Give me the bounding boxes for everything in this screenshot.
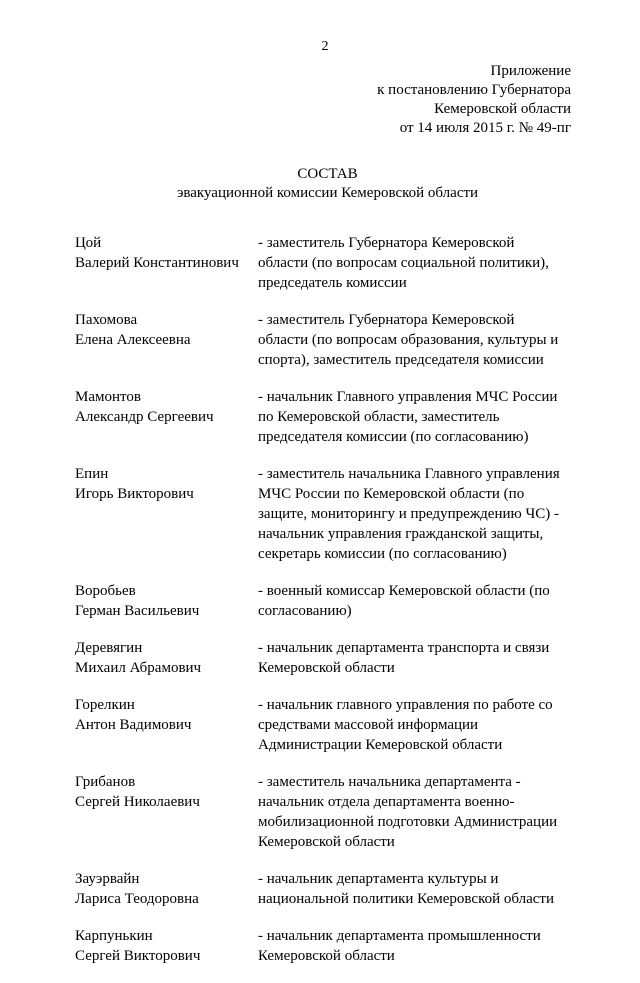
member-row <box>75 310 575 370</box>
appendix-block <box>271 62 571 138</box>
appendix-line: Приложение <box>490 63 571 79</box>
member-name <box>75 310 258 370</box>
member-row <box>75 772 575 852</box>
member-given-names: Герман Васильевич <box>75 603 200 619</box>
title-subheading: эвакуационной комиссии Кемеровской области <box>176 185 479 201</box>
member-name <box>75 581 258 621</box>
member-name <box>75 233 258 293</box>
member-surname: Пахомова <box>75 312 138 328</box>
title-heading: СОСТАВ <box>297 166 358 182</box>
member-row <box>75 581 575 621</box>
member-given-names: Валерий Константинович <box>75 255 239 271</box>
member-role: - заместитель Губернатора Кемеровской области (по вопросам образования, культуры и спорта), заместитель председателя комиссии <box>258 312 559 368</box>
member-surname: Цой <box>75 235 102 251</box>
member-name <box>75 869 258 909</box>
member-given-names: Александр Сергеевич <box>75 409 214 425</box>
member-row <box>75 638 575 678</box>
document-title <box>0 165 640 203</box>
member-given-names: Михаил Абрамович <box>75 660 202 676</box>
member-role: - заместитель Губернатора Кемеровской области (по вопросам социальной политики), председатель комиссии <box>258 235 549 291</box>
member-role: - начальник Главного управления МЧС России по Кемеровской области, заместитель председателя комиссии (по согласованию) <box>258 389 558 445</box>
member-given-names: Лариса Теодоровна <box>75 891 199 907</box>
member-name <box>75 464 258 564</box>
member-row <box>75 233 575 293</box>
member-given-names: Елена Алексеевна <box>75 332 191 348</box>
member-row <box>75 695 575 755</box>
member-role: - начальник главного управления по работе со средствами массовой информации Администрации Кемеровской области <box>258 697 553 753</box>
member-row <box>75 387 575 447</box>
member-surname: Деревягин <box>75 640 143 656</box>
member-name <box>75 695 258 755</box>
member-role: - военный комиссар Кемеровской области (по согласованию) <box>258 583 550 619</box>
appendix-line: Кемеровской области <box>434 101 571 117</box>
member-surname: Воробьев <box>75 583 136 599</box>
page-number: 2 <box>321 39 329 54</box>
member-row <box>75 926 575 966</box>
member-given-names: Антон Вадимович <box>75 717 192 733</box>
appendix-line: от 14 июля 2015 г. № 49-пг <box>399 120 571 136</box>
member-row <box>75 464 575 564</box>
member-surname: Горелкин <box>75 697 135 713</box>
member-surname: Мамонтов <box>75 389 141 405</box>
member-name <box>75 638 258 678</box>
member-surname: Карпунькин <box>75 928 153 944</box>
member-name <box>75 926 258 966</box>
commission-members-list <box>75 233 575 983</box>
member-name <box>75 772 258 852</box>
member-role: - начальник департамента промышленности Кемеровской области <box>258 928 541 964</box>
member-role: - заместитель начальника Главного управления МЧС России по Кемеровской области (по защите, мониторингу и предупреждению ЧС) - начальник управления гражданской защиты, секретарь комиссии (по согласованию) <box>258 466 560 562</box>
member-role: - заместитель начальника департамента - начальник отдела департамента военно- мобилизационной подготовки Администрации Кемеровской области <box>258 774 558 850</box>
member-given-names: Сергей Викторович <box>75 948 201 964</box>
member-surname: Грибанов <box>75 774 136 790</box>
member-role: - начальник департамента культуры и национальной политики Кемеровской области <box>258 871 555 907</box>
member-given-names: Сергей Николаевич <box>75 794 200 810</box>
member-row <box>75 869 575 909</box>
member-surname: Епин <box>75 466 109 482</box>
member-role: - начальник департамента транспорта и связи Кемеровской области <box>258 640 550 676</box>
member-name <box>75 387 258 447</box>
appendix-line: к постановлению Губернатора <box>377 82 571 98</box>
member-given-names: Игорь Викторович <box>75 486 194 502</box>
member-surname: Зауэрвайн <box>75 871 140 887</box>
